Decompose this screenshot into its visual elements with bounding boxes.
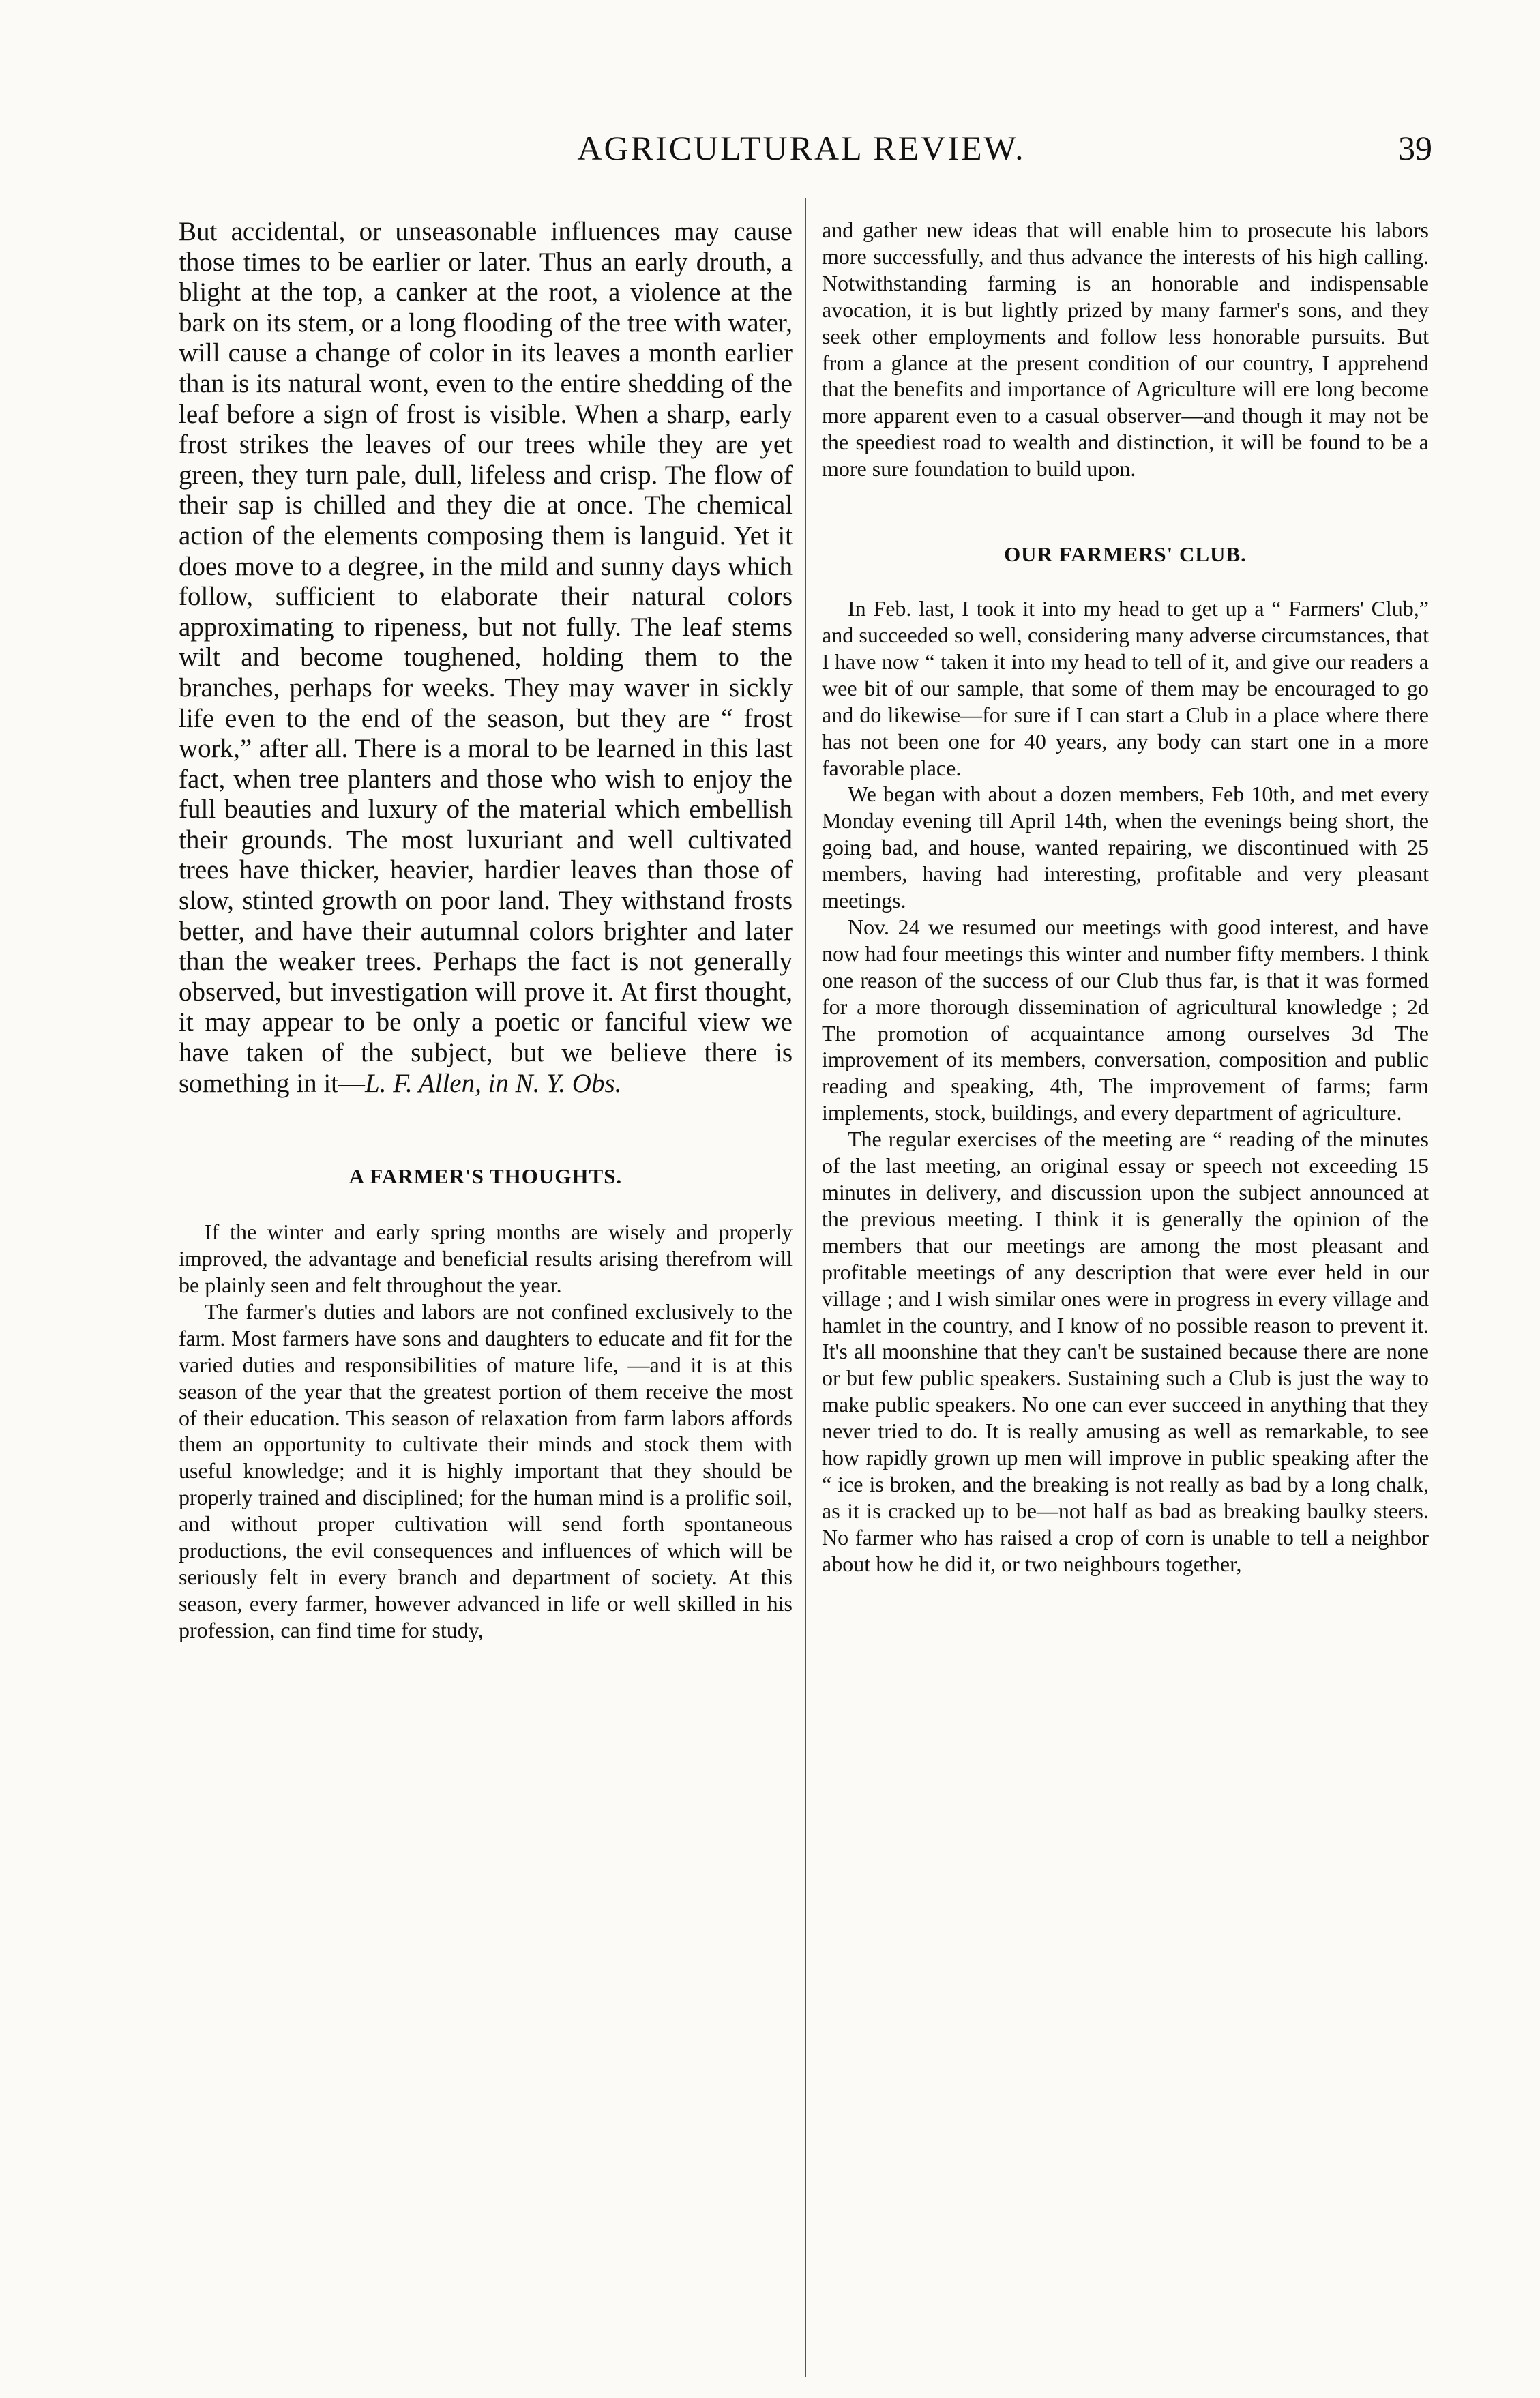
article-paragraph: We began with about a dozen members, Feb 10th, and met every Monday evening till April 14th, when the evenings being short, the going bad, and house, wanted repairing, we discontinued with 25 members, having had interesting, profitable and very pleasant meetings.	[822, 782, 1429, 913]
continued-article-body: But accidental, or unseasonable influences may cause those times to be earlier or later. Thus an early drouth, a blight at the top, a canker at the root, a violence at the bark on its stem, or a long flooding of the tree with water, will cause a change of color in its leaves a month earlier than is its natural wont, even to the entire shedding of the leaf before a sign of frost is visible. When a sharp, early frost strikes the leaves of our trees while they are yet green, they turn pale, dull, lifeless and crisp. The flow of their sap is chilled and they die at once. The chemical action of the elements composing them is languid. Yet it does move to a degree, in the mild and sunny days which follow, sufficient to elaborate their natural colors approximating to ripeness, but not fully. The leaf stems wilt and become toughened, holding them to the branches, perhaps for weeks. They may waver in sickly life even to the end of the season, but they are “ frost work,” after all. There is a moral to be learned in this last fact, when tree planters and those who wish to enjoy the full beauties and luxury of the material which embellish their grounds. The most luxuriant and well cultivated trees have thicker, heavier, hardier leaves than those of slow, stinted growth on poor land. They withstand frosts better, and have their autumnal colors brighter and later than the weaker trees. Perhaps the fact is not generally observed, but investigation will prove it. At first thought, it may appear to be only a poetic or fanciful view we have taken of the subject, but we believe there is something in it—	[179, 217, 793, 1098]
article-paragraph: In Feb. last, I took it into my head to get up a “ Farmers' Club,” and succeeded so well, considering many adverse circumstances, that I have now “ taken it into my head to tell of it, and give our readers a wee bit of our sample, that some of them may be encouraged to go and do likewise—for sure if I can start a Club in a place where there has not been one for 40 years, any body can start one in a more favorable place.	[822, 596, 1429, 780]
article-paragraph: If the winter and early spring months are wisely and properly improved, the advantage and beneficial results arising therefrom will be plainly seen and felt throughout the year.	[179, 1219, 793, 1298]
continued-article-text: and gather new ideas that will enable him to prosecute his labors more successfully, and thus advance the interests of his high calling. Notwithstanding farming is an honorable and indispensable avocation, it is but lightly prized by many farmer's sons, and they seek other employments and follow less honorable pursuits. But from a glance at the present condition of our country, I apprehend that the benefits and importance of Agriculture will ere long become more apparent even to a casual observer—and though it may not be the speediest road to wealth and distinction, it will be found to be a more sure foundation to build upon.	[822, 218, 1429, 482]
right-column	[822, 217, 1429, 1578]
column-divider	[805, 198, 806, 2377]
running-title: AGRICULTURAL REVIEW.	[577, 129, 1026, 167]
article-paragraph: The regular exercises of the meeting are “ reading of the minutes of the last meeting, an original essay or speech not exceeding 15 minutes in delivery, and discussion upon the subject announced at the previous meeting. I think it is generally the opinion of the members that our meetings are among the most pleasant and profitable meetings of any description that were ever held in our village ; and I wish similar ones were in progress in every village and hamlet in the country, and I know of no possible reason to prevent it. It's all moonshine that they can't be sustained because there are none or but few public speakers. Sustaining such a Club is just the way to make public speakers. No one can ever succeed in anything that they never tried to do. It is really amusing as well as remarkable, to see how rapidly grown up men will improve in public speaking after the “ ice is broken, and the breaking is not really as bad by a long chalk, as it is cracked up to be—not half as bad as breaking baulky steers. No farmer who has raised a crop of corn is unable to tell a neighbor about how he did it, or two neighbours together,	[822, 1127, 1429, 1576]
article-paragraph: Nov. 24 we resumed our meetings with good interest, and have now had four meetings this winter and number fifty members. I think one reason of the success of our Club thus far, is that it was formed for a more thorough dissemination of agricultural knowledge ; 2d The promotion of acquaintance among ourselves 3d The improvement of its members, conversation, composition and public reading and speaking, 4th, The improvement of farms; farm implements, stock, buildings, and every department of agriculture.	[822, 914, 1429, 1125]
article-title-farmers-club: OUR FARMERS' CLUB.	[1004, 542, 1247, 567]
left-column	[179, 217, 793, 1644]
article-credit: L. F. Allen, in N. Y. Obs.	[365, 1068, 622, 1098]
page-header	[171, 128, 1432, 176]
page-number: 39	[1398, 129, 1432, 167]
article-title-farmers-thoughts: A FARMER'S THOUGHTS.	[349, 1164, 623, 1189]
article-paragraph: The farmer's duties and labors are not confined exclusively to the farm. Most farmers have sons and daughters to educate and fit for the varied duties and responsibilities of mature life, —and it is at this season of the year that the greatest portion of them receive the most of their education. This season of relaxation from farm labors affords them an opportunity to cultivate their minds and stock them with useful knowledge; and it is highly important that they should be properly trained and disciplined; for the human mind is a prolific soil, and without proper cultivation will send forth spontaneous productions, the evil consequences and influences of which will be seriously felt in every branch and department of society. At this season, every farmer, however advanced in life or well skilled in his profession, can find time for study,	[179, 1299, 793, 1642]
continued-article-text	[179, 217, 793, 1099]
